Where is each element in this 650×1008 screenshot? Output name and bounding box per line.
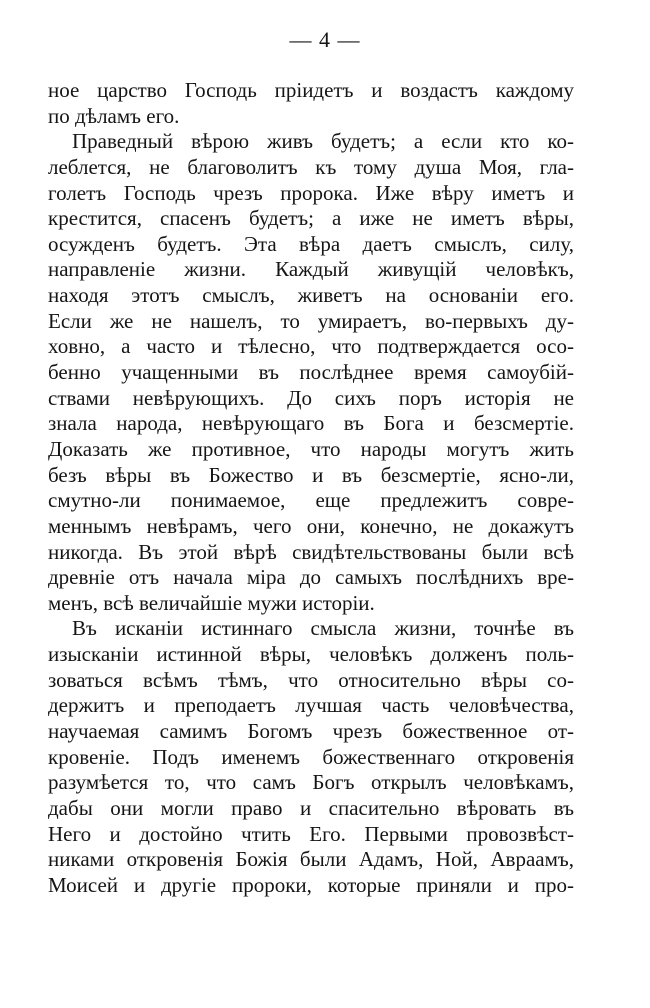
text-line: безъ вѣры въ Божество и въ безсмертіе, ясно-ли, xyxy=(48,462,574,487)
text-line: знала народа, невѣрующаго въ Бога и безсмертіе. xyxy=(48,411,574,436)
text-line: держитъ и преподаетъ лучшая часть человѣчества, xyxy=(48,693,574,718)
text-line: разумѣется то, что самъ Богъ открылъ человѣкамъ, xyxy=(48,770,574,795)
text-line: никогда. Въ этой вѣрѣ свидѣтельствованы были всѣ xyxy=(48,539,574,564)
text-line: никами откровенія Божія были Адамъ, Ной, Авраамъ, xyxy=(48,847,574,872)
text-line: голетъ Господь чрезъ пророка. Иже вѣру иметъ и xyxy=(48,180,574,205)
text-line: изысканіи истинной вѣры, человѣкъ долженъ поль- xyxy=(48,642,574,667)
text-line: Доказать же противное, что народы могутъ жить xyxy=(48,436,574,461)
text-line: меннымъ невѣрамъ, чего они, конечно, не докажутъ xyxy=(48,513,574,538)
text-line: ствами невѣрующихъ. До сихъ поръ исторія не xyxy=(48,385,574,410)
text-line: ховно, а часто и тѣлесно, что подтверждается осо- xyxy=(48,334,574,359)
text-line: дабы они могли право и спасительно вѣровать въ xyxy=(48,795,574,820)
text-line: Въ исканіи истиннаго смысла жизни, точнѣе въ xyxy=(72,616,574,641)
text-line: зоваться всѣмъ тѣмъ, что относительно вѣры со- xyxy=(48,667,574,692)
text-line: Него и достойно чтить Его. Первыми провозвѣст- xyxy=(48,821,574,846)
text-line: находя этотъ смыслъ, живетъ на основаніи его. xyxy=(48,283,574,308)
text-line: осужденъ будетъ. Эта вѣра даетъ смыслъ, силу, xyxy=(48,231,574,256)
text-line: Праведный вѣрою живъ будетъ; а если кто ко- xyxy=(72,129,574,154)
text-line: древніе отъ начала міра до самыхъ послѣднихъ вре- xyxy=(48,565,574,590)
text-line: бенно учащенными въ послѣднее время самоубій- xyxy=(48,360,574,385)
text-line: Если же не нашелъ, то умираетъ, во-первыхъ ду- xyxy=(48,308,574,333)
text-line: кровеніе. Подъ именемъ божественнаго откровенія xyxy=(48,744,574,769)
text-line: крестится, спасенъ будетъ; а иже не иметъ вѣры, xyxy=(48,206,574,231)
text-line: научаемая самимъ Богомъ чрезъ божественное от- xyxy=(48,719,574,744)
page-number: — 4 — xyxy=(289,27,361,52)
text-line: смутно-ли понимаемое, еще предлежитъ совре- xyxy=(48,488,574,513)
text-line: ное царство Господь пріидетъ и воздастъ каждому xyxy=(48,78,574,102)
text-line: менъ, всѣ величайшіе мужи исторіи. xyxy=(48,590,375,615)
text-line: по дѣламъ его. xyxy=(48,103,180,128)
page-text xyxy=(48,78,574,899)
text-line: Моисей и другіе пророки, которые приняли и про- xyxy=(48,872,574,897)
text-line: леблется, не благоволитъ къ тому душа Моя, гла- xyxy=(48,154,574,179)
text-line: направленіе жизни. Каждый живущій человѣкъ, xyxy=(48,257,574,282)
